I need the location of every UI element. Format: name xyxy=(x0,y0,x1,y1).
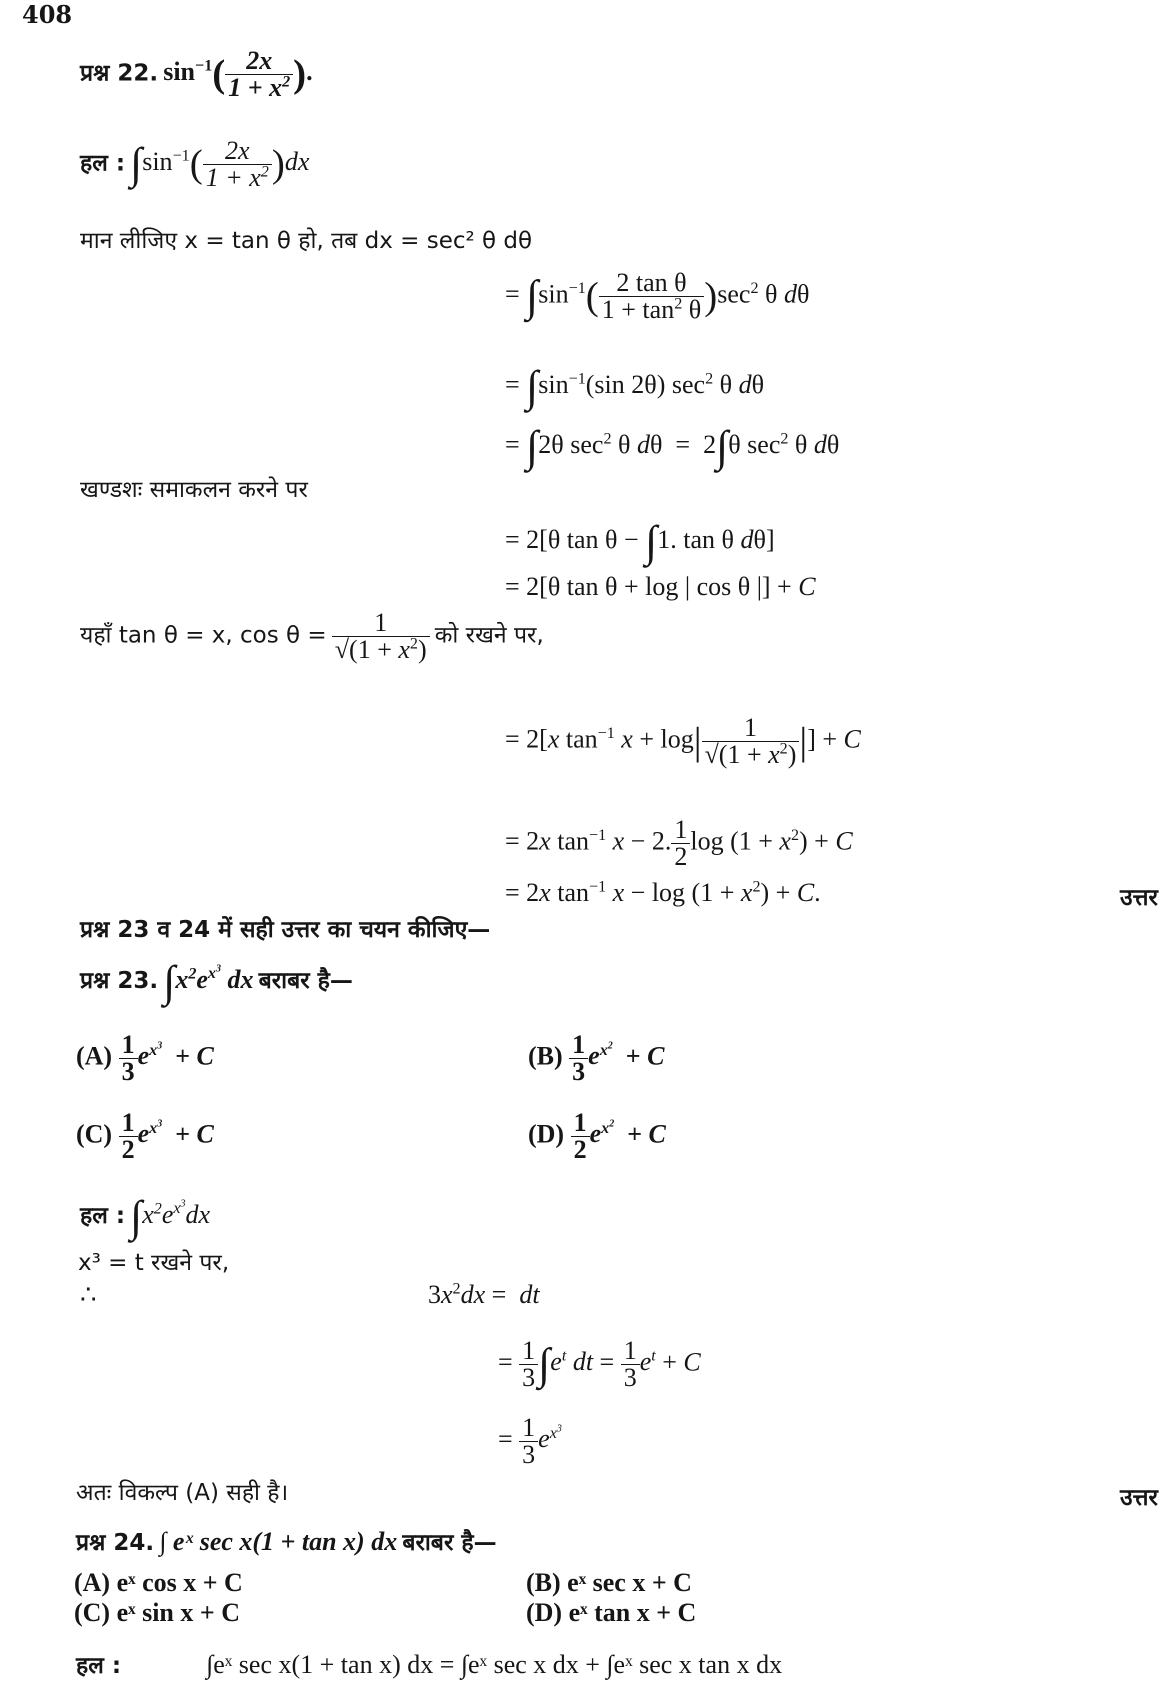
q24-equals-text: बराबर है— xyxy=(402,1530,497,1556)
q23-option-c: (C) $\frac{1}{2}$ $e^{x^3} + C$ xyxy=(76,1108,214,1164)
q24-option-a: (A) eˣ cos x + C xyxy=(74,1568,243,1597)
q22-parts-text: खण्डशः समाकलन करने पर xyxy=(80,477,308,503)
q22-integral: $\int\sin^{-1}$( $\frac{2x}{1 + x^2}$ )dx xyxy=(130,136,310,192)
q22-step6: = 2[x $\tan^{-1} x + \log|$ $\frac{1}{√(1 + x^2)}$ |] + C xyxy=(505,713,861,769)
q24-solution-expression: ∫eˣ sec x(1 + tan x) dx = ∫eˣ sec x dx + ∫eˣ sec x tan x dx xyxy=(206,1650,783,1679)
therefore-symbol: ∴ xyxy=(80,1280,97,1309)
q24-question: ∫ eˣ sec x(1 + tan x) dx xyxy=(159,1527,398,1556)
page-number: 408 xyxy=(22,0,73,29)
q22-answer-mark: उत्तर xyxy=(1120,885,1158,911)
q23-option-c-label: (C) xyxy=(76,1119,113,1149)
q23-step2: = $\frac{1}{3}$ $\int e^t$ dt = $\frac{1}{3}$ $e^t + C$ xyxy=(498,1336,701,1392)
q23-heading xyxy=(80,957,353,1006)
q22-put-line xyxy=(80,610,544,663)
q22-put-text-end: को रखने पर, xyxy=(434,622,544,649)
q23-solution-label: हल : xyxy=(80,1203,126,1230)
q23-option-a: (A) $\frac{1}{3}$ $e^{x^3} + C$ xyxy=(76,1030,214,1086)
q23-option-a-label: (A) xyxy=(76,1041,113,1071)
q23-option-b: (B) $\frac{1}{3}$ $e^{x^2} + C$ xyxy=(528,1030,665,1086)
q23-answer-mark: उत्तर xyxy=(1120,1485,1158,1511)
q23-integral: $\int x^2e^{x^3}dx$ xyxy=(130,1192,211,1241)
q22-expression: $\sin^{-1}$( $\frac{2x}{1 + x^2}$ ). xyxy=(163,46,313,102)
q22-step2: = $\int\sin^{-1}(\sin$ 2θ) $\sec^2 \theta$ dθ xyxy=(505,362,765,411)
q23-option-b-label: (B) xyxy=(528,1041,563,1071)
q22-step7: = 2x $\tan^{-1} x - 2$. $\frac{1}{2}$ $\log (1 + x^2) + C$ xyxy=(505,815,853,871)
q23-question: $\int x^2e^{x^3}$ dx xyxy=(163,957,254,1006)
q23-put-text: x³ = t रखने पर, xyxy=(78,1250,230,1276)
q23-step1: $3x^2dx$ = dt xyxy=(428,1280,540,1309)
q22-step5: = 2[θ tan θ + log | cos θ |] + C xyxy=(505,572,816,601)
q22-step4: = 2[θ tan θ − ∫1. tan θ dθ] xyxy=(505,517,775,566)
q23-equals-text: बराबर है— xyxy=(258,968,353,995)
q24-solution-label: हल : xyxy=(76,1653,122,1679)
q22-substitution: मान लीजिए x = tan θ हो, तब dx = sec² θ dθ xyxy=(80,228,533,254)
q24-heading xyxy=(76,1525,497,1557)
q22-put-text: यहाँ tan θ = x, cos θ = xyxy=(80,622,327,649)
q22-solution-start xyxy=(80,138,309,191)
q22-solution-label: हल : xyxy=(80,150,126,177)
choose-instruction: प्रश्न 23 व 24 में सही उत्तर का चयन कीजिए— xyxy=(80,917,491,943)
q23-label: प्रश्न 23. xyxy=(80,968,159,995)
q24-label: प्रश्न 24. xyxy=(76,1530,155,1556)
q23-option-d-label: (D) xyxy=(528,1119,565,1149)
q22-step1: = $\int\sin^{-1}$( $\frac{\text{2 tan θ}}{1 + \tan^2 \theta}$ )$\sec^2$ θ dθ xyxy=(505,268,810,324)
q22-label: प्रश्न 22. xyxy=(80,60,159,87)
q24-option-d: (D) eˣ tan x + C xyxy=(526,1598,697,1627)
q23-option-d: (D) $\frac{1}{2}$ $e^{x^2} + C$ xyxy=(528,1108,666,1164)
q24-option-c: (C) eˣ sin x + C xyxy=(74,1598,240,1627)
q22-heading xyxy=(80,48,313,101)
q22-step3: = ∫2θ $\sec^2 \theta$ dθ = 2∫θ $\sec^2 \theta$ dθ xyxy=(505,422,840,471)
q24-option-b: (B) eˣ sec x + C xyxy=(526,1568,692,1597)
q22-final: = 2x $\tan^{-1} x - \log (1 + x^2) + C$. xyxy=(505,878,821,907)
q22-cos-fraction: $\frac{1}{√(1 + x^2)}$ xyxy=(332,619,430,648)
q24-solution xyxy=(76,1648,782,1680)
q23-conclusion: अतः विकल्प (A) सही है। xyxy=(76,1480,289,1506)
q23-result: = $\frac{1}{3}$ $e^{x^3}$ xyxy=(498,1413,562,1469)
q23-solution-start xyxy=(80,1192,211,1241)
